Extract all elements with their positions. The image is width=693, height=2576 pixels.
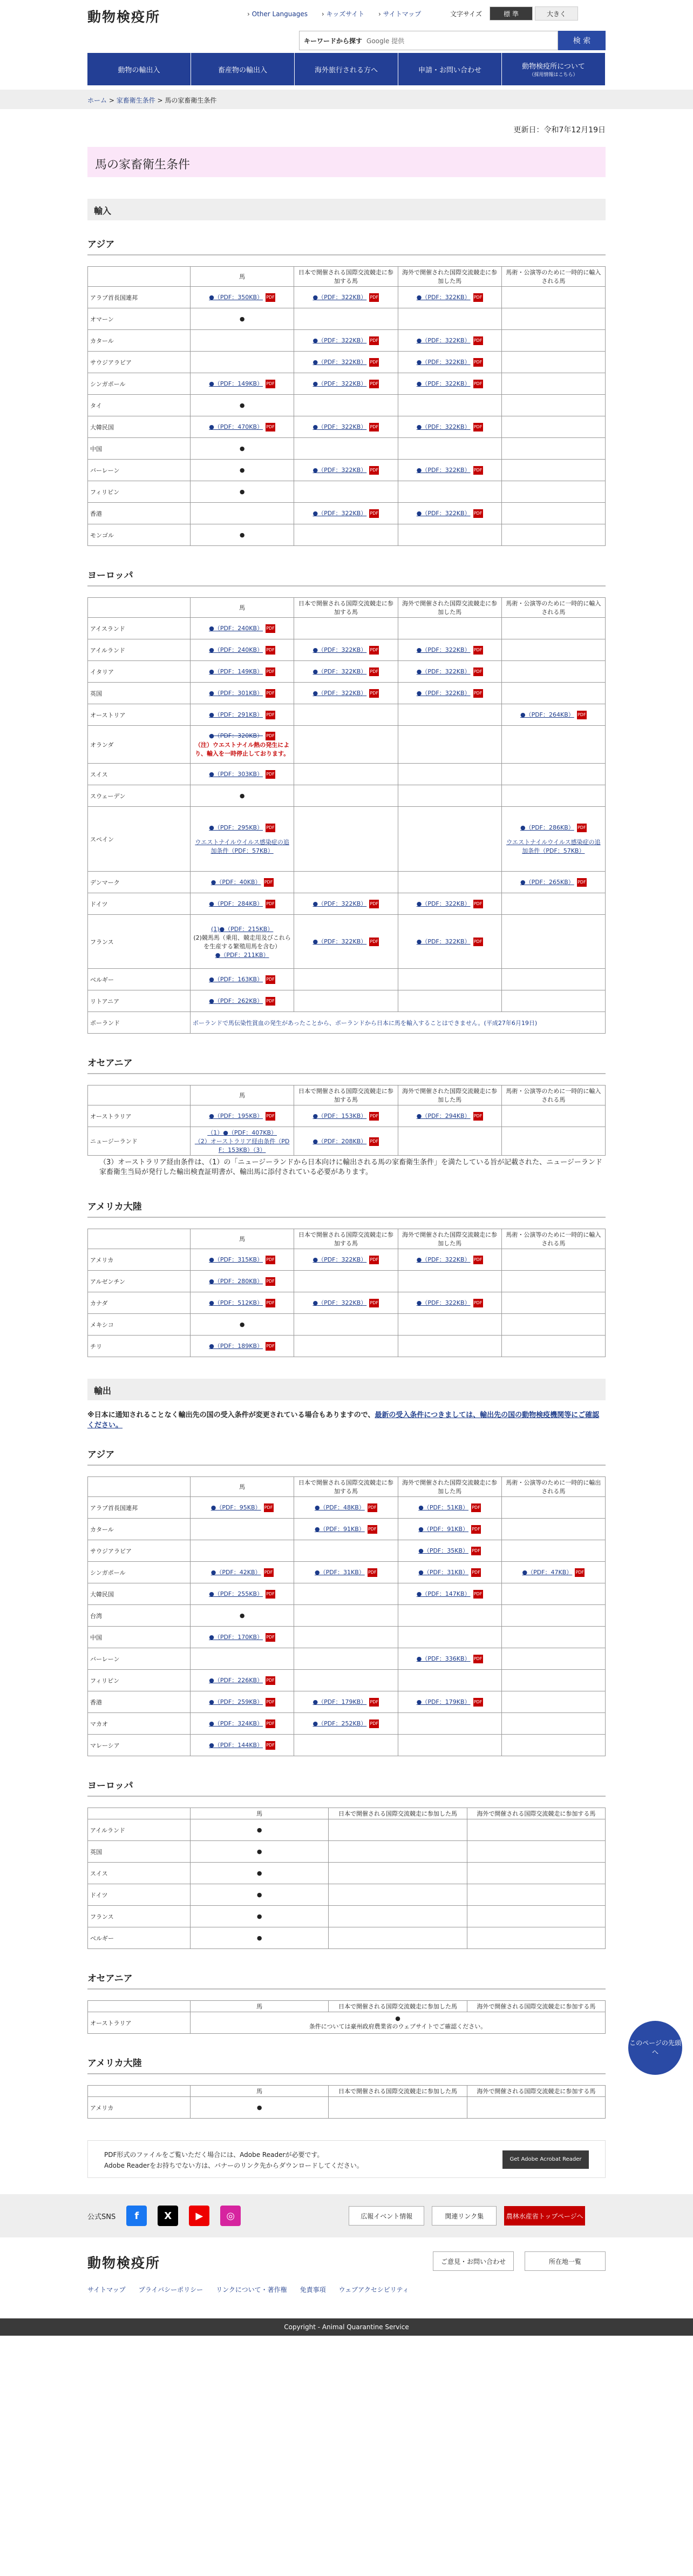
column-header — [88, 2001, 191, 2012]
table-row: カタール ●（PDF：322KB） PDF ●（PDF：322KB） PDF — [88, 330, 606, 352]
related-links-button[interactable]: 関連リンク集 — [432, 2206, 497, 2226]
import-america-table — [87, 1229, 606, 1357]
table-row: 英国 ●（PDF：301KB） PDF ●（PDF：322KB） PDF ●（PDF：322KB） PDF — [88, 683, 606, 704]
pdf-icon: PDF — [266, 824, 275, 832]
footer-sns-bar — [0, 2194, 693, 2237]
adobe-reader-notice: PDF形式のファイルをご覧いただく場合には、Adobe Readerが必要です。 Adobe Readerをお持ちでない方は、バナーのリンク先からダウンロードしてください。 Get Adobe Acrobat Reader — [87, 2140, 606, 2178]
pdf-icon: PDF — [473, 358, 483, 367]
pdf-icon: PDF — [473, 380, 483, 388]
column-header: 馬術・公演等のために一時的に輸入される馬 — [501, 598, 605, 618]
footer-logo[interactable]: 動物検疫所 — [87, 2255, 161, 2271]
pdf-icon: PDF — [369, 646, 379, 655]
table-row: オーストラリア ● 条件については豪州政府農業省のウェブサイトでご確認ください。 — [88, 2012, 606, 2034]
font-size-control — [450, 6, 580, 21]
column-header: 馬術・公演等のために一時的に輸出される馬 — [501, 1477, 605, 1497]
export-oceania-heading: オセアニア — [87, 1971, 606, 1990]
table-row: 中国 ● — [88, 438, 606, 460]
column-header: 海外で開催された国際交流競走に参加した馬 — [398, 1085, 501, 1105]
main-content — [87, 124, 606, 2178]
export-oceania-table — [87, 2000, 606, 2034]
import-europe-table — [87, 597, 606, 1034]
column-header: 馬術・公演等のために一時的に輸入される馬 — [501, 267, 605, 287]
pdf-icon: PDF — [473, 689, 483, 698]
column-header: 馬 — [191, 267, 294, 287]
column-header — [88, 2086, 191, 2097]
pdf-icon: PDF — [369, 1698, 379, 1707]
table-row: イタリア ●（PDF：149KB） PDF ●（PDF：322KB） PDF ●（PDF：322KB） PDF — [88, 661, 606, 683]
column-header: 海外で開催される国際交流競走に参加する馬 — [467, 1808, 605, 1819]
pdf-icon: PDF — [369, 380, 379, 388]
pdf-icon: PDF — [471, 1525, 481, 1534]
pdf-icon: PDF — [369, 466, 379, 475]
column-header: 日本で開催される国際交流競走に参加した馬 — [329, 2086, 467, 2097]
copyright: Copyright - Animal Quarantine Service — [0, 2318, 693, 2336]
events-button[interactable]: 広報イベント情報 — [349, 2206, 424, 2226]
table-row: オーストリア ●（PDF：291KB） PDF ●（PDF：264KB） PDF — [88, 704, 606, 726]
google-label: Google 提供 — [366, 37, 405, 45]
pdf-icon: PDF — [266, 1741, 275, 1750]
nav-contact[interactable]: 申請・お問い合わせ — [398, 53, 502, 85]
table-row: アラブ首長国連邦 ●（PDF：95KB） PDF ●（PDF：48KB） PDF ●（PDF：51KB） PDF — [88, 1497, 606, 1519]
poland-notice: ポーランドで馬伝染性貧血の発生があったことから、ポーランドから日本に馬を輸入することはできません。(平成27年6月19日) — [191, 1012, 606, 1034]
pdf-icon: PDF — [264, 878, 274, 887]
pdf-icon: PDF — [266, 1698, 275, 1707]
pdf-icon: PDF — [368, 1568, 377, 1577]
column-header: 海外で開催される国際交流競走に参加する馬 — [467, 2001, 605, 2012]
table-row: フィリピン ●（PDF：226KB） PDF — [88, 1670, 606, 1691]
other-languages-link[interactable]: › Other Languages — [247, 10, 308, 18]
footer-links: サイトマップ プライバシーポリシー リンクについて・著作権 免責事項 ウェブアクセシビリティ — [87, 2286, 409, 2294]
pdf-icon: PDF — [473, 423, 483, 431]
font-standard-button[interactable]: 標 準 — [490, 6, 533, 21]
column-header — [88, 267, 191, 287]
page-title: 馬の家畜衛生条件 — [87, 147, 606, 177]
table-row: ベルギー ● — [88, 1927, 606, 1949]
pdf-icon: PDF — [266, 997, 275, 1006]
breadcrumb-parent[interactable]: 家畜衛生条件 — [116, 97, 155, 104]
pdf-icon: PDF — [577, 711, 587, 719]
table-row: 中国 ●（PDF：170KB） PDF — [88, 1627, 606, 1648]
offices-button[interactable]: 所在地一覧 — [525, 2251, 606, 2271]
export-warning: ※日本に通知されることなく輸出先の国の受入条件が変更されている場合もありますので、最新の受入条件につきましては、輸出先の国の動物検疫機関等にご確認ください。 — [87, 1411, 600, 1429]
table-row: 香港 ●（PDF：259KB） PDF ●（PDF：179KB） PDF ●（PDF：179KB） PDF — [88, 1691, 606, 1713]
table-row: 英国 ● — [88, 1841, 606, 1863]
column-header: 馬 — [191, 598, 294, 618]
pdf-icon: PDF — [266, 1112, 275, 1121]
main-nav — [87, 53, 606, 85]
export-america-heading: アメリカ大陸 — [87, 2055, 606, 2074]
search-bar — [87, 28, 606, 53]
column-header: 日本で開催される国際交流競走に参加する馬 — [294, 598, 398, 618]
table-row: ニュージーランド （1）●（PDF：407KB） （2）オーストラリア経由条件（PDF：153KB）（3） ●（PDF：208KB） PDF — [88, 1127, 606, 1156]
table-row: スイス ●（PDF：303KB） PDF — [88, 764, 606, 785]
column-header: 馬 — [191, 1229, 294, 1249]
pdf-icon: PDF — [369, 938, 379, 946]
table-row: リトアニア ●（PDF：262KB） PDF — [88, 990, 606, 1012]
header — [87, 0, 606, 28]
breadcrumb: ホーム > 家畜衛生条件 > 馬の家畜衛生条件 — [0, 90, 693, 109]
font-large-button[interactable]: 大きく — [535, 6, 578, 21]
column-header: 日本で開催される国際交流競走に参加する馬 — [294, 1085, 398, 1105]
table-row: スウェーデン ● — [88, 785, 606, 807]
pdf-icon: PDF — [369, 1719, 379, 1728]
pdf-icon: PDF — [577, 878, 587, 887]
column-header — [88, 1229, 191, 1249]
sns-label: 公式SNS — [87, 2213, 116, 2221]
column-header: 馬術・公演等のために一時的に輸入される馬 — [501, 1085, 605, 1105]
pdf-icon: PDF — [266, 770, 275, 779]
pdf-icon: PDF — [473, 938, 483, 946]
table-row: デンマーク ●（PDF：40KB） PDF ●（PDF：265KB） PDF — [88, 872, 606, 893]
pdf-icon: PDF — [266, 1277, 275, 1286]
table-row: アイルランド ●（PDF：240KB） PDF ●（PDF：322KB） PDF ●（PDF：322KB） PDF — [88, 639, 606, 661]
table-row: バーレーン ●（PDF：336KB） PDF — [88, 1648, 606, 1670]
column-header: 海外で開催された国際交流競走に参加した馬 — [398, 1477, 501, 1497]
pdf-icon: PDF — [473, 293, 483, 302]
pdf-icon: PDF — [266, 380, 275, 388]
pdf-icon: PDF — [266, 900, 275, 908]
pdf-icon: PDF — [473, 667, 483, 676]
column-header: 馬 — [191, 1477, 294, 1497]
column-header — [88, 598, 191, 618]
table-row: ドイツ ●（PDF：284KB） PDF ●（PDF：322KB） PDF ●（PDF：322KB） PDF — [88, 893, 606, 915]
pdf-icon: PDF — [266, 975, 275, 984]
column-header: 馬 — [191, 2086, 329, 2097]
table-row: アラブ首長国連邦 ●（PDF：350KB） PDF ●（PDF：322KB） PDF ●（PDF：322KB） PDF — [88, 287, 606, 308]
pdf-icon: PDF — [369, 1299, 379, 1307]
column-header: 日本で開催される国際交流競走に参加する馬 — [294, 267, 398, 287]
table-row: オーストラリア ●（PDF：195KB） PDF ●（PDF：153KB） PDF ●（PDF：294KB） PDF — [88, 1105, 606, 1127]
adobe-reader-banner[interactable]: Get Adobe Acrobat Reader — [502, 2150, 589, 2169]
updated-date: 更新日：令和7年12月19日 — [513, 126, 606, 134]
nav-products[interactable]: 畜産物の輸出入 — [191, 53, 295, 85]
nav-travel[interactable]: 海外旅行される方へ — [295, 53, 398, 85]
table-row: シンガポール ●（PDF：42KB） PDF ●（PDF：31KB） PDF ●（PDF：31KB） PDF ●（PDF：47KB） PDF — [88, 1562, 606, 1583]
site-logo[interactable]: 動物検疫所 — [87, 9, 161, 25]
pdf-icon: PDF — [369, 336, 379, 345]
import-asia-heading: アジア — [87, 237, 606, 255]
pdf-icon: PDF — [575, 1568, 585, 1577]
search-input[interactable] — [299, 31, 558, 50]
table-row: ポーランド ポーランドで馬伝染性貧血の発生があったことから、ポーランドから日本に馬を輸入することはできません。(平成27年6月19日) — [88, 1012, 606, 1034]
import-europe-heading: ヨーロッパ — [87, 568, 606, 586]
export-asia-table — [87, 1476, 606, 1756]
column-header: 馬術・公演等のために一時的に輸入される馬 — [501, 1229, 605, 1249]
pdf-icon: PDF — [369, 1256, 379, 1264]
table-row: スイス ● — [88, 1863, 606, 1884]
contact-button[interactable]: ご意見・お問い合わせ — [433, 2251, 514, 2271]
maff-button[interactable]: 農林水産省トップページへ — [504, 2206, 585, 2226]
import-america-heading: アメリカ大陸 — [87, 1199, 606, 1218]
pdf-icon: PDF — [369, 689, 379, 698]
export-warning-link[interactable]: 最新の受入条件につきましては、輸出先の国の動物検疫機関等にご確認ください。 — [87, 1411, 600, 1429]
column-header: 日本で開催される国際交流競走に参加する馬 — [294, 1229, 398, 1249]
pdf-icon: PDF — [473, 509, 483, 518]
column-header — [88, 1477, 191, 1497]
pdf-icon: PDF — [266, 732, 275, 740]
pdf-icon: PDF — [264, 1568, 274, 1577]
table-row: フランス (1)●（PDF：215KB） (2)競馬馬（乗用、競走用及びこれらを生産する繁殖用馬を含む） ●（PDF：211KB） ●（PDF：322KB） PDF ●（PDF：322KB） PDF — [88, 915, 606, 969]
column-header: 馬 — [191, 1085, 294, 1105]
pdf-icon: PDF — [473, 1112, 483, 1121]
column-header: 日本で開催される国際交流競走に参加した馬 — [329, 1808, 467, 1819]
column-header: 日本で開催される国際交流競走に参加する馬 — [294, 1477, 398, 1497]
kids-site-link[interactable]: › キッズサイト — [322, 10, 364, 18]
pdf-icon: PDF — [473, 336, 483, 345]
table-row: メキシコ ● — [88, 1314, 606, 1336]
column-header: 日本で開催される国際交流競走に参加した馬 — [329, 2001, 467, 2012]
pdf-icon: PDF — [473, 1256, 483, 1264]
column-header: 海外で開催された国際交流競走に参加した馬 — [398, 267, 501, 287]
pdf-icon: PDF — [473, 646, 483, 655]
import-oceania-table — [87, 1085, 606, 1156]
export-europe-heading: ヨーロッパ — [87, 1778, 606, 1797]
pdf-icon: PDF — [473, 1698, 483, 1707]
search-label: キーワードから探す — [304, 37, 363, 45]
facebook-icon[interactable]: f — [126, 2206, 147, 2226]
font-size-label: 文字サイズ — [450, 10, 483, 18]
export-america-table — [87, 2085, 606, 2119]
pdf-icon: PDF — [369, 293, 379, 302]
pdf-icon: PDF — [266, 1342, 275, 1351]
pdf-icon: PDF — [266, 646, 275, 655]
export-europe-table — [87, 1808, 606, 1949]
table-row: アメリカ ●（PDF：315KB） PDF ●（PDF：322KB） PDF ●（PDF：322KB） PDF — [88, 1249, 606, 1271]
youtube-icon[interactable]: ▶ — [189, 2206, 209, 2226]
back-to-top-button[interactable]: このページの先頭へ — [628, 2021, 682, 2075]
pdf-icon: PDF — [369, 900, 379, 908]
pdf-icon: PDF — [266, 711, 275, 719]
nav-animals[interactable]: 動物の輸出入 — [87, 53, 191, 85]
pdf-icon: PDF — [473, 900, 483, 908]
table-row: バーレーン ● ●（PDF：322KB） PDF ●（PDF：322KB） PDF — [88, 460, 606, 481]
table-row: タイ ● — [88, 395, 606, 416]
table-row: アルゼンチン ●（PDF：280KB） PDF — [88, 1271, 606, 1292]
pdf-icon: PDF — [264, 1503, 274, 1512]
import-asia-table — [87, 266, 606, 546]
table-row: アメリカ ● — [88, 2097, 606, 2119]
table-row: アイスランド ●（PDF：240KB） PDF — [88, 618, 606, 639]
footer — [87, 2237, 606, 2318]
table-row: サウジアラビア ●（PDF：322KB） PDF ●（PDF：322KB） PDF — [88, 352, 606, 373]
table-row: ベルギー ●（PDF：163KB） PDF — [88, 969, 606, 990]
table-row: シンガポール ●（PDF：149KB） PDF ●（PDF：322KB） PDF ●（PDF：322KB） PDF — [88, 373, 606, 395]
pdf-icon: PDF — [266, 1256, 275, 1264]
table-row: 大韓民国 ●（PDF：470KB） PDF ●（PDF：322KB） PDF ●（PDF：322KB） PDF — [88, 416, 606, 438]
table-row: ドイツ ● — [88, 1884, 606, 1906]
pdf-icon: PDF — [473, 1590, 483, 1599]
x-icon[interactable]: X — [158, 2206, 178, 2226]
nav-about[interactable]: 動物検疫所について （採用情報はこちら） — [502, 53, 606, 85]
pdf-icon: PDF — [473, 466, 483, 475]
table-row: カナダ ●（PDF：512KB） PDF ●（PDF：322KB） PDF ●（PDF：322KB） PDF — [88, 1292, 606, 1314]
pdf-icon: PDF — [473, 1655, 483, 1663]
pdf-icon: PDF — [369, 509, 379, 518]
pdf-icon: PDF — [369, 358, 379, 367]
table-row: スペイン ●（PDF：295KB） PDF ウエストナイルウイルス感染症の追加条件（PDF：57KB） ●（PDF：286KB） PDF ウエストナイルウイルス感染症の追加条件（PDF：57KB） — [88, 807, 606, 872]
column-header: 馬 — [191, 2001, 329, 2012]
au-export-note: 条件については豪州政府農業省のウェブサイトでご確認ください。 — [309, 2023, 487, 2030]
pdf-icon: PDF — [368, 1525, 377, 1534]
column-header — [88, 1808, 191, 1819]
pdf-icon: PDF — [266, 1590, 275, 1599]
breadcrumb-current: 馬の家畜衛生条件 — [165, 97, 217, 104]
table-row: マカオ ●（PDF：324KB） PDF ●（PDF：252KB） PDF — [88, 1713, 606, 1735]
pdf-icon: PDF — [473, 1299, 483, 1307]
pdf-icon: PDF — [471, 1568, 481, 1577]
pdf-icon: PDF — [266, 689, 275, 698]
pdf-icon: PDF — [471, 1503, 481, 1512]
table-row: マレーシア ●（PDF：144KB） PDF — [88, 1735, 606, 1756]
column-header — [88, 1085, 191, 1105]
table-row: カタール ●（PDF：91KB） PDF ●（PDF：91KB） PDF — [88, 1519, 606, 1540]
table-row: 台湾 ● — [88, 1605, 606, 1627]
import-oceania-heading: オセアニア — [87, 1055, 606, 1074]
table-row: サウジアラビア ●（PDF：35KB） PDF — [88, 1540, 606, 1562]
table-row: オランダ ●（PDF：320KB） PDF （注）ウエストナイル熱の発生により、輸入を一時停止しております。 — [88, 726, 606, 764]
pdf-icon: PDF — [266, 667, 275, 676]
pdf-icon: PDF — [369, 423, 379, 431]
instagram-icon[interactable]: ◎ — [220, 2206, 241, 2226]
column-header: 海外で開催された国際交流競走に参加した馬 — [398, 598, 501, 618]
pdf-icon: PDF — [369, 1137, 379, 1146]
sitemap-link[interactable]: › サイトマップ — [378, 10, 421, 18]
pdf-icon: PDF — [369, 667, 379, 676]
column-header: 馬 — [191, 1808, 329, 1819]
pdf-icon: PDF — [266, 423, 275, 431]
pdf-icon: PDF — [266, 1633, 275, 1642]
table-row: モンゴル ● — [88, 524, 606, 546]
column-header: 海外で開催された国際交流競走に参加した馬 — [398, 1229, 501, 1249]
table-row: フィリピン ● — [88, 481, 606, 503]
export-heading: 輸出 — [87, 1379, 606, 1400]
breadcrumb-home[interactable]: ホーム — [87, 97, 107, 104]
pdf-icon: PDF — [266, 1719, 275, 1728]
table-row: フランス ● — [88, 1906, 606, 1927]
table-row: 大韓民国 ●（PDF：255KB） PDF ●（PDF：147KB） PDF — [88, 1583, 606, 1605]
table-row: オマーン ● — [88, 308, 606, 330]
pdf-icon: PDF — [266, 293, 275, 302]
pdf-icon: PDF — [471, 1547, 481, 1555]
header-links — [247, 9, 433, 18]
table-row: アイルランド ● — [88, 1819, 606, 1841]
column-header: 海外で開催される国際交流競走に参加する馬 — [467, 2086, 605, 2097]
export-asia-heading: アジア — [87, 1447, 606, 1466]
pdf-icon: PDF — [368, 1503, 377, 1512]
pdf-icon: PDF — [266, 624, 275, 633]
pdf-icon: PDF — [369, 1112, 379, 1121]
nz-note: （3）オーストラリア経由条件は、（1）の「ニュージーランドから日本向けに輸出される馬の家畜衛生条件」を満たしている旨が記載された、ニュージーランド家畜衛生当局が発行した輸出検査証明書が、輸出馬に添付されている必要があります。 — [99, 1158, 602, 1176]
pdf-icon: PDF — [266, 1299, 275, 1307]
search-button[interactable]: 検 索 — [558, 31, 606, 50]
pdf-icon: PDF — [266, 1676, 275, 1685]
table-row: チリ ●（PDF：189KB） PDF — [88, 1336, 606, 1357]
import-heading: 輸入 — [87, 199, 606, 220]
table-row: 香港 ●（PDF：322KB） PDF ●（PDF：322KB） PDF — [88, 503, 606, 524]
pdf-icon: PDF — [577, 824, 587, 832]
